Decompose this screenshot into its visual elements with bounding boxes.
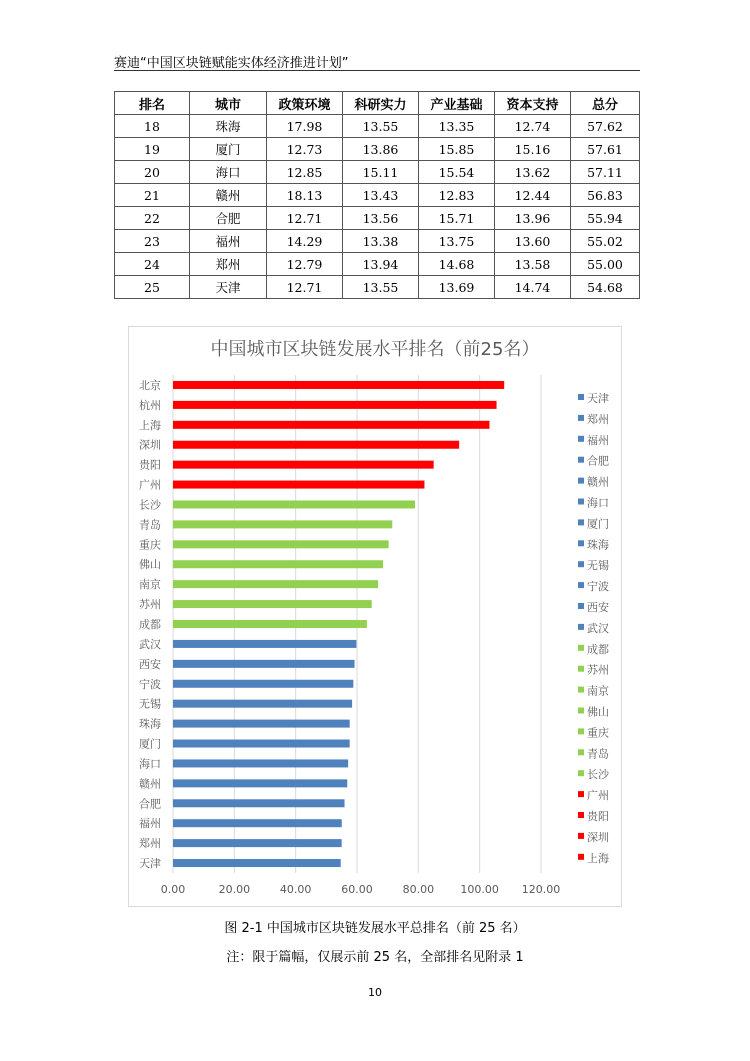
legend-swatch	[578, 666, 584, 672]
industry-cell: 15.54	[419, 161, 495, 184]
city-cell: 合肥	[190, 207, 267, 230]
policy-cell: 18.13	[267, 184, 343, 207]
research-cell: 13.38	[343, 230, 419, 253]
column-header: 产业基础	[419, 92, 495, 115]
page-number: 10	[368, 986, 382, 999]
ranking-bar-chart	[129, 327, 621, 906]
legend-label: 青岛	[587, 747, 609, 761]
y-category-label: 深圳	[139, 438, 161, 452]
y-category-label: 上海	[139, 418, 161, 432]
research-cell: 13.94	[343, 253, 419, 276]
x-tick-label: 40.00	[279, 883, 312, 896]
legend-swatch	[578, 645, 584, 651]
legend-swatch	[578, 728, 584, 734]
legend-swatch	[578, 394, 584, 400]
total-cell: 56.83	[571, 184, 640, 207]
research-cell: 13.43	[343, 184, 419, 207]
rank-cell: 21	[115, 184, 190, 207]
y-category-label: 无锡	[139, 697, 161, 711]
bar-珠海	[173, 720, 350, 728]
legend-swatch	[578, 624, 584, 630]
city-cell: 珠海	[190, 115, 267, 138]
policy-cell: 12.79	[267, 253, 343, 276]
bar-青岛	[173, 520, 392, 528]
bar-长沙	[173, 500, 415, 508]
legend-swatch	[578, 457, 584, 463]
legend-swatch	[578, 791, 584, 797]
legend-label: 宁波	[587, 580, 609, 594]
legend-swatch	[578, 687, 584, 693]
bar-成都	[173, 620, 367, 628]
x-tick-label: 100.00	[460, 883, 499, 896]
table-row	[115, 276, 640, 299]
legend-label: 重庆	[587, 726, 609, 740]
legend-label: 西安	[587, 601, 609, 614]
y-category-label: 贵阳	[139, 458, 161, 472]
city-cell: 厦门	[190, 138, 267, 161]
legend-swatch	[578, 561, 584, 567]
column-header: 排名	[115, 92, 190, 115]
bar-海口	[173, 759, 348, 767]
bar-厦门	[173, 740, 350, 748]
legend-label: 珠海	[587, 538, 609, 552]
legend-label: 上海	[587, 851, 609, 865]
y-category-label: 厦门	[139, 737, 161, 751]
industry-cell: 15.85	[419, 138, 495, 161]
legend-swatch	[578, 833, 584, 839]
legend-label: 南京	[587, 684, 609, 698]
research-cell: 13.86	[343, 138, 419, 161]
bar-福州	[173, 819, 342, 827]
bar-杭州	[173, 401, 497, 409]
legend-swatch	[578, 708, 584, 714]
legend-label: 天津	[587, 392, 609, 405]
y-category-label: 郑州	[139, 837, 161, 851]
capital-cell: 14.74	[495, 276, 571, 299]
capital-cell: 12.44	[495, 184, 571, 207]
table-row	[115, 230, 640, 253]
total-cell: 57.62	[571, 115, 640, 138]
capital-cell: 13.62	[495, 161, 571, 184]
legend-swatch	[578, 770, 584, 776]
policy-cell: 17.98	[267, 115, 343, 138]
y-category-label: 西安	[139, 657, 161, 671]
legend-label: 武汉	[587, 621, 609, 635]
table-header-row	[115, 92, 640, 115]
industry-cell: 13.75	[419, 230, 495, 253]
bar-佛山	[173, 560, 383, 568]
rank-cell: 18	[115, 115, 190, 138]
legend-label: 深圳	[587, 830, 609, 844]
table-row	[115, 184, 640, 207]
research-cell: 13.56	[343, 207, 419, 230]
y-category-label: 宁波	[139, 677, 161, 691]
bar-广州	[173, 481, 424, 489]
table-row	[115, 115, 640, 138]
legend-label: 广州	[587, 789, 609, 803]
y-category-label: 天津	[139, 857, 161, 871]
x-tick-label: 120.00	[521, 883, 561, 896]
legend-label: 贵阳	[587, 810, 609, 823]
policy-cell: 12.85	[267, 161, 343, 184]
capital-cell: 13.60	[495, 230, 571, 253]
legend-label: 赣州	[587, 475, 609, 489]
legend-swatch	[578, 854, 584, 860]
column-header: 政策环境	[267, 92, 343, 115]
policy-cell: 12.73	[267, 138, 343, 161]
bar-苏州	[173, 600, 372, 608]
chart-title: 中国城市区块链发展水平排名（前25名）	[210, 339, 540, 360]
legend-label: 长沙	[587, 768, 609, 782]
running-header: 赛迪“中国区块链赋能实体经济推进计划”	[114, 56, 349, 71]
x-tick-label: 60.00	[341, 883, 373, 896]
legend-swatch	[578, 582, 584, 588]
legend-swatch	[578, 540, 584, 546]
column-header: 总分	[571, 92, 640, 115]
x-tick-label: 20.00	[218, 883, 251, 896]
rank-cell: 20	[115, 161, 190, 184]
y-category-label: 珠海	[139, 717, 161, 731]
y-category-label: 福州	[139, 817, 161, 831]
legend-label: 海口	[587, 496, 609, 510]
city-cell: 天津	[190, 276, 267, 299]
y-category-label: 佛山	[139, 558, 161, 572]
y-category-label: 赣州	[139, 777, 161, 791]
policy-cell: 12.71	[267, 276, 343, 299]
bar-天津	[173, 859, 341, 867]
bar-上海	[173, 421, 489, 429]
rank-cell: 19	[115, 138, 190, 161]
y-category-label: 杭州	[139, 398, 161, 412]
y-category-label: 合肥	[139, 797, 161, 811]
legend-swatch	[578, 436, 584, 442]
industry-cell: 13.35	[419, 115, 495, 138]
industry-cell: 15.71	[419, 207, 495, 230]
research-cell: 13.55	[343, 115, 419, 138]
legend-swatch	[578, 415, 584, 421]
capital-cell: 13.96	[495, 207, 571, 230]
legend-label: 佛山	[587, 705, 609, 719]
bar-贵阳	[173, 461, 434, 469]
x-tick-label: 0.00	[160, 883, 186, 896]
rank-cell: 25	[115, 276, 190, 299]
bar-重庆	[173, 540, 389, 548]
y-category-label: 武汉	[139, 637, 161, 651]
table-row	[115, 161, 640, 184]
bar-南京	[173, 580, 378, 588]
bar-赣州	[173, 779, 347, 787]
column-header: 科研实力	[343, 92, 419, 115]
x-tick-label: 80.00	[402, 883, 435, 896]
bar-深圳	[173, 441, 459, 449]
y-category-label: 长沙	[139, 498, 161, 512]
industry-cell: 12.83	[419, 184, 495, 207]
city-cell: 海口	[190, 161, 267, 184]
legend-swatch	[578, 478, 584, 484]
city-cell: 郑州	[190, 253, 267, 276]
figure-caption: 图 2-1 中国城市区块链发展水平总排名（前 25 名）	[224, 921, 526, 936]
figure-note: 注：限于篇幅，仅展示前 25 名，全部排名见附录 1	[226, 950, 524, 965]
legend-swatch	[578, 812, 584, 818]
table-row	[115, 253, 640, 276]
bar-武汉	[173, 640, 356, 648]
legend-swatch	[578, 499, 584, 505]
capital-cell: 15.16	[495, 138, 571, 161]
ranking-table	[114, 91, 640, 299]
bar-合肥	[173, 799, 345, 807]
y-category-label: 重庆	[139, 538, 161, 552]
legend-label: 成都	[587, 642, 609, 656]
chart-container	[128, 326, 622, 907]
legend-label: 福州	[587, 433, 609, 447]
legend-swatch	[578, 749, 584, 755]
y-category-label: 成都	[139, 618, 161, 631]
total-cell: 57.61	[571, 138, 640, 161]
y-category-label: 南京	[139, 578, 161, 592]
bar-宁波	[173, 680, 353, 688]
bar-北京	[173, 381, 504, 389]
legend-label: 厦门	[587, 517, 609, 531]
column-header: 城市	[190, 92, 267, 115]
industry-cell: 14.68	[419, 253, 495, 276]
city-cell: 赣州	[190, 184, 267, 207]
policy-cell: 14.29	[267, 230, 343, 253]
y-category-label: 青岛	[139, 518, 161, 532]
city-cell: 福州	[190, 230, 267, 253]
capital-cell: 12.74	[495, 115, 571, 138]
legend-swatch	[578, 519, 584, 525]
total-cell: 55.94	[571, 207, 640, 230]
research-cell: 15.11	[343, 161, 419, 184]
total-cell: 54.68	[571, 276, 640, 299]
policy-cell: 12.71	[267, 207, 343, 230]
capital-cell: 13.58	[495, 253, 571, 276]
rank-cell: 22	[115, 207, 190, 230]
total-cell: 55.02	[571, 230, 640, 253]
legend-swatch	[578, 603, 584, 609]
legend-label: 无锡	[587, 559, 609, 573]
column-header: 资本支持	[495, 92, 571, 115]
rank-cell: 23	[115, 230, 190, 253]
legend-label: 合肥	[587, 454, 609, 468]
y-category-label: 海口	[139, 757, 161, 771]
research-cell: 13.55	[343, 276, 419, 299]
total-cell: 57.11	[571, 161, 640, 184]
bar-无锡	[173, 700, 352, 708]
legend-label: 郑州	[587, 412, 609, 426]
y-category-label: 苏州	[139, 598, 161, 612]
table-row	[115, 138, 640, 161]
header-divider	[114, 70, 640, 71]
y-category-label: 北京	[139, 378, 161, 392]
industry-cell: 13.69	[419, 276, 495, 299]
rank-cell: 24	[115, 253, 190, 276]
y-category-label: 广州	[139, 478, 161, 492]
legend-label: 苏州	[587, 663, 609, 677]
total-cell: 55.00	[571, 253, 640, 276]
bar-西安	[173, 660, 355, 668]
bar-郑州	[173, 839, 342, 847]
table-row	[115, 207, 640, 230]
